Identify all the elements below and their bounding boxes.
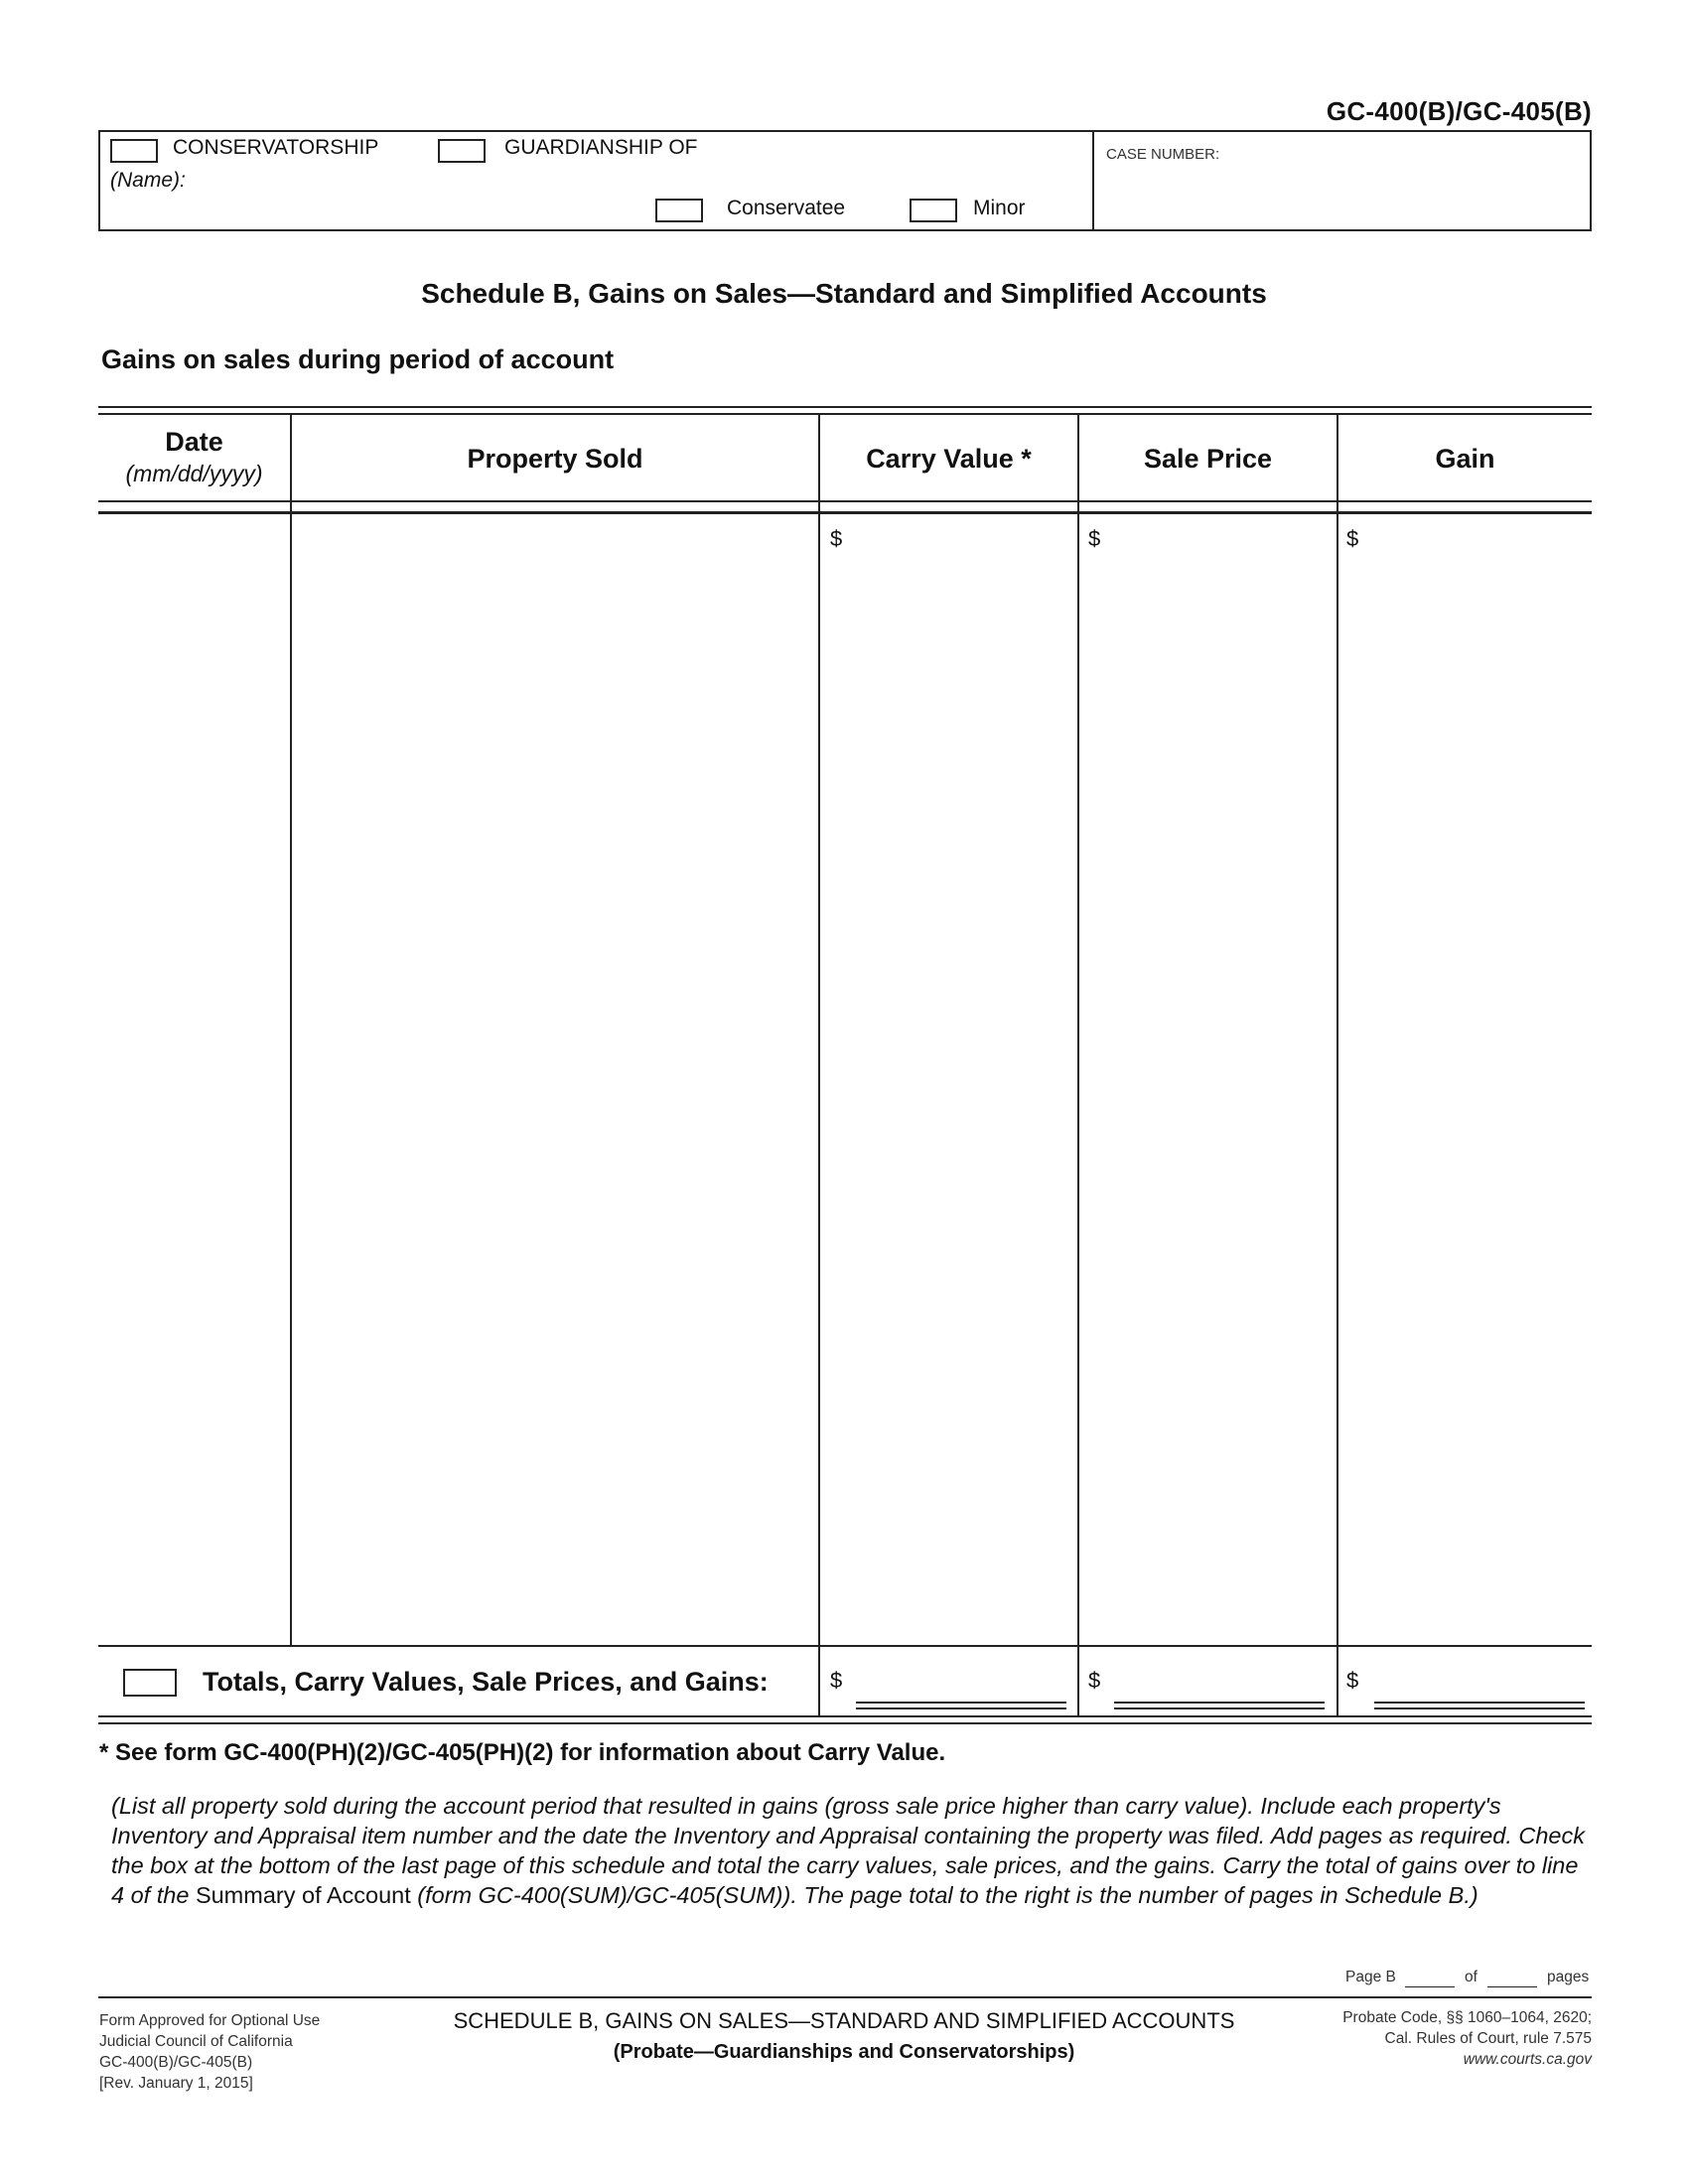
footer-approval: Form Approved for Optional Use — [99, 2012, 321, 2029]
header-property-sold: Property Sold — [467, 444, 643, 474]
form-number: GC-400(B)/GC-405(B) — [1326, 96, 1592, 126]
table-bottom-rule — [98, 1715, 1592, 1717]
footer-council: Judicial Council of California — [99, 2033, 293, 2050]
column-divider — [818, 415, 820, 1715]
carry-value-dollar: $ — [830, 526, 843, 551]
total-sale-price-dollar: $ — [1088, 1668, 1101, 1693]
totals-checkbox[interactable] — [123, 1669, 177, 1697]
header-gain: Gain — [1435, 444, 1495, 474]
minor-label: Minor — [973, 197, 1026, 219]
footer-rules-of-court: Cal. Rules of Court, rule 7.575 — [1384, 2030, 1592, 2047]
instructions-text-end: (form GC-400(SUM)/GC-405(SUM)). The page total to the right is the number of pages in Schedule B.) — [410, 1882, 1478, 1908]
guardianship-label: GUARDIANSHIP OF — [504, 136, 698, 159]
header-carry-value: Carry Value * — [866, 444, 1032, 474]
conservatorship-label: CONSERVATORSHIP — [173, 136, 379, 159]
instructions-text: (List all property sold during the account period that resulted in gains (gross sale price higher than carry value). Include each property's Inventory and Appraisal item number and the date the Inventory and Appraisal containing the property was filed. Add pages as required. Check the box at the bottom of the last page of this schedule and total the carry values, sale prices, and the gains. Carry the total of gains over to line 4 of the — [111, 1793, 1585, 1908]
caption-divider — [1092, 130, 1094, 231]
header-sale-price: Sale Price — [1143, 444, 1273, 474]
column-divider — [290, 415, 292, 1646]
conservatee-label: Conservatee — [727, 197, 846, 219]
total-carry-value-underline — [856, 1702, 1066, 1704]
conservatorship-checkbox[interactable] — [110, 139, 158, 163]
guardianship-checkbox[interactable] — [438, 139, 486, 163]
total-sale-price-underline — [1114, 1707, 1325, 1709]
minor-checkbox[interactable] — [910, 199, 957, 222]
total-gain-underline — [1374, 1707, 1585, 1709]
footer-rule — [98, 1996, 1592, 1998]
section-subtitle: Gains on sales during period of account — [101, 344, 615, 374]
header-bottom-rule — [98, 511, 1592, 514]
footer-probate-code: Probate Code, §§ 1060–1064, 2620; — [1342, 2009, 1592, 2026]
header-date-format: (mm/dd/yyyy) — [125, 461, 263, 486]
pages-label: pages — [1547, 1969, 1590, 1985]
case-number-label: CASE NUMBER: — [1106, 146, 1220, 163]
conservatee-checkbox[interactable] — [655, 199, 703, 222]
instructions-paragraph — [111, 1791, 1591, 1910]
footer-website[interactable]: www.courts.ca.gov — [1463, 2051, 1592, 2068]
total-carry-value-dollar: $ — [830, 1668, 843, 1693]
name-label: (Name): — [110, 169, 186, 192]
footer-form-number: GC-400(B)/GC-405(B) — [99, 2054, 253, 2071]
footer-subtitle: (Probate—Guardianships and Conservatorships) — [613, 2041, 1075, 2063]
total-gain-dollar: $ — [1346, 1668, 1359, 1693]
summary-of-account-text: Summary of Account — [195, 1882, 411, 1908]
totals-top-rule — [98, 1645, 1592, 1647]
footer-right — [1342, 2007, 1592, 2070]
of-label: of — [1465, 1969, 1477, 1985]
table-top-rule — [98, 406, 1592, 408]
footer-title: SCHEDULE B, GAINS ON SALES—STANDARD AND SIMPLIFIED ACCOUNTS — [453, 2008, 1235, 2033]
totals-label: Totals, Carry Values, Sale Prices, and Gains: — [203, 1667, 769, 1697]
table-top-rule — [98, 413, 1592, 415]
total-pages-field[interactable] — [1487, 1986, 1537, 1987]
column-divider — [1336, 415, 1338, 1715]
sale-price-dollar: $ — [1088, 526, 1101, 551]
page-title: Schedule B, Gains on Sales—Standard and Simplified Accounts — [421, 278, 1267, 309]
page-number-field[interactable] — [1405, 1986, 1455, 1987]
total-sale-price-underline — [1114, 1702, 1325, 1704]
gain-dollar: $ — [1346, 526, 1359, 551]
header-bottom-rule — [98, 500, 1592, 502]
table-bottom-rule — [98, 1722, 1592, 1724]
carry-value-footnote: * See form GC-400(PH)(2)/GC-405(PH)(2) for information about Carry Value. — [99, 1739, 946, 1766]
header-date: Date — [165, 427, 223, 457]
column-divider — [1077, 415, 1079, 1715]
total-gain-underline — [1374, 1702, 1585, 1704]
total-carry-value-underline — [856, 1707, 1066, 1709]
page-label: Page B — [1345, 1969, 1396, 1985]
footer-revision: [Rev. January 1, 2015] — [99, 2075, 253, 2092]
